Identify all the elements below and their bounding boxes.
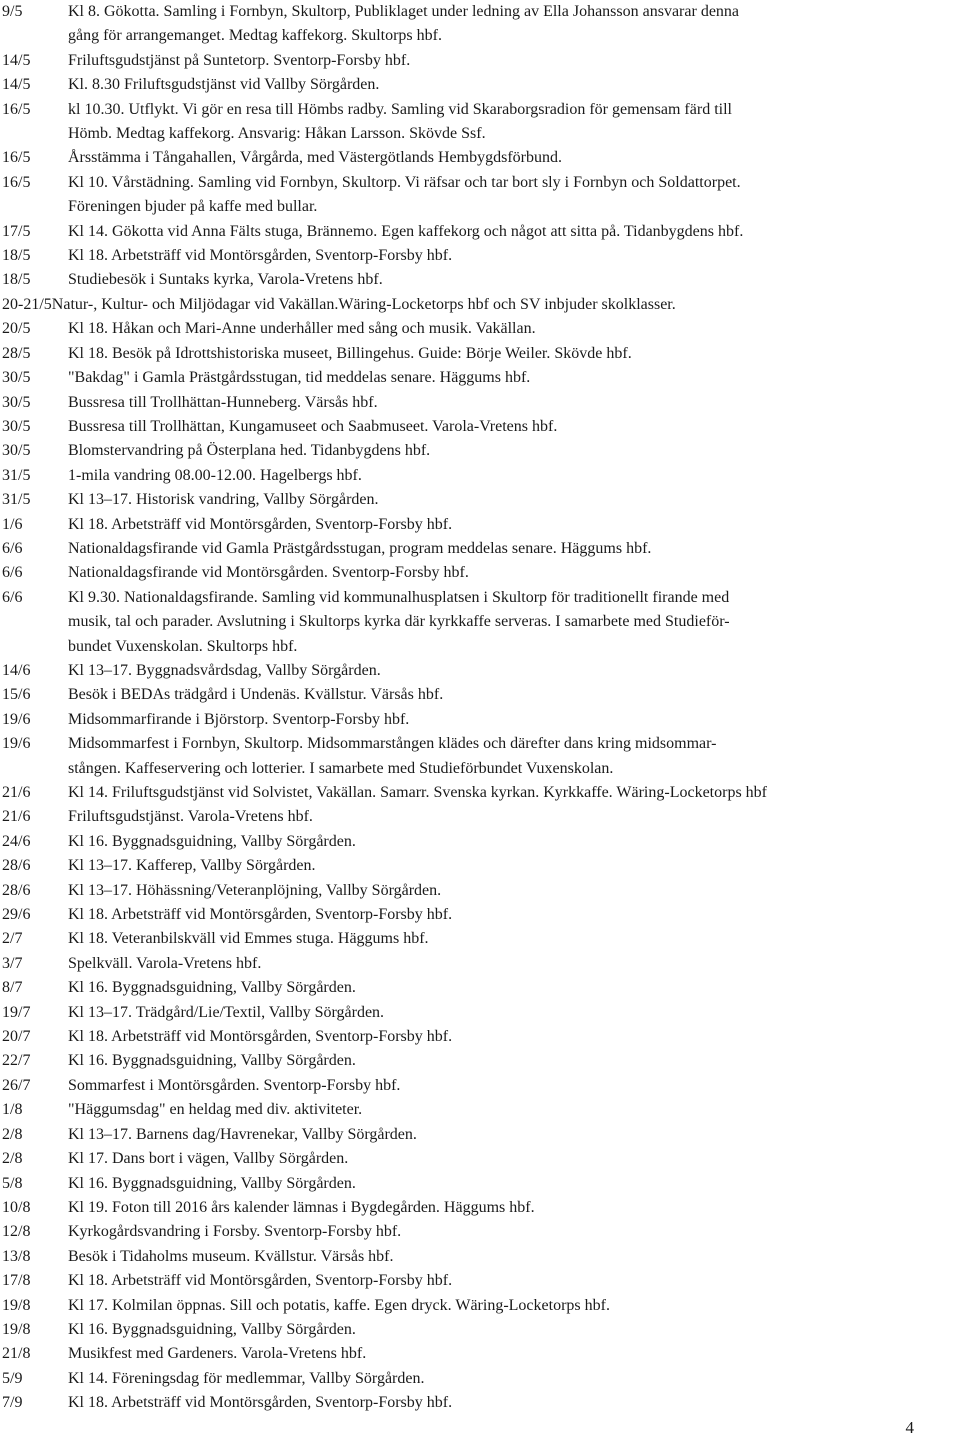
event-date: 30/5 bbox=[2, 417, 31, 435]
event-entry bbox=[2, 317, 958, 341]
event-description: "Häggumsdag" en heldag med div. aktiviteter. bbox=[68, 1101, 363, 1119]
event-date: 7/9 bbox=[2, 1394, 23, 1412]
event-entry bbox=[2, 903, 958, 927]
event-date: 14/5 bbox=[2, 51, 31, 69]
event-entry bbox=[2, 464, 958, 488]
event-entry bbox=[2, 1123, 958, 1147]
event-description: Besök i Tidaholms museum. Kvällstur. Värsås hbf. bbox=[68, 1247, 394, 1265]
event-description: "Bakdag" i Gamla Prästgårdsstugan, tid meddelas senare. Häggums hbf. bbox=[68, 369, 531, 387]
event-entry bbox=[2, 171, 958, 220]
event-date: 30/5 bbox=[2, 442, 31, 460]
event-entry bbox=[2, 1391, 958, 1415]
event-entry bbox=[2, 952, 958, 976]
event-date: 2/8 bbox=[2, 1125, 23, 1143]
event-date: 22/7 bbox=[2, 1052, 31, 1070]
event-entry bbox=[2, 342, 958, 366]
event-description: Kl 16. Byggnadsguidning, Vallby Sörgården. bbox=[68, 1320, 356, 1338]
event-entry bbox=[2, 146, 958, 170]
event-entry bbox=[2, 1049, 958, 1073]
event-entry bbox=[2, 659, 958, 683]
event-entry bbox=[2, 73, 958, 97]
event-description: Musikfest med Gardeners. Varola-Vretens hbf. bbox=[68, 1345, 367, 1363]
event-description: Bussresa till Trollhättan-Hunneberg. Värsås hbf. bbox=[68, 393, 378, 411]
event-date: 17/8 bbox=[2, 1272, 31, 1290]
event-date: 19/6 bbox=[2, 735, 31, 753]
event-description: Nationaldagsfirande vid Gamla Prästgårdsstugan, program meddelas senare. Häggums hbf. bbox=[68, 539, 652, 557]
event-entry bbox=[2, 366, 958, 390]
event-description: Kl 14. Gökotta vid Anna Fälts stuga, Brännemo. Egen kaffekorg och något att sitta på. Tidanbygdens hbf. bbox=[68, 222, 744, 240]
event-description: 1-mila vandring 08.00-12.00. Hagelbergs hbf. bbox=[68, 466, 362, 484]
event-date: 16/5 bbox=[2, 173, 31, 191]
event-description: Kl 16. Byggnadsguidning, Vallby Sörgården. bbox=[68, 1174, 356, 1192]
event-date: 21/6 bbox=[2, 784, 31, 801]
event-entry bbox=[2, 683, 958, 707]
event-date: 5/8 bbox=[2, 1174, 23, 1192]
event-date: 30/5 bbox=[2, 369, 31, 387]
event-date: 6/6 bbox=[2, 588, 23, 606]
event-entry bbox=[2, 561, 958, 585]
event-description: Kl 18. Veteranbilskväll vid Emmes stuga. Häggums hbf. bbox=[68, 930, 429, 948]
event-entry bbox=[2, 1074, 958, 1098]
event-description: Kl 14. Föreningsdag för medlemmar, Vallby Sörgården. bbox=[68, 1369, 425, 1387]
event-date: 19/8 bbox=[2, 1320, 31, 1338]
event-entry bbox=[2, 1294, 958, 1318]
event-description: kl 10.30. Utflykt. Vi gör en resa till Hömbs radby. Samling vid Skaraborgsradion för gemensam färd till Hömb. Medtag kaffekorg. Ansvarig: Håkan Larsson. Skövde Ssf. bbox=[68, 100, 732, 143]
event-entry bbox=[2, 220, 958, 244]
event-entry bbox=[2, 1172, 958, 1196]
event-entry bbox=[2, 1269, 958, 1293]
event-entry bbox=[2, 537, 958, 561]
event-date: 5/9 bbox=[2, 1369, 23, 1387]
event-date: 31/5 bbox=[2, 466, 31, 484]
event-date: 28/5 bbox=[2, 344, 31, 362]
event-description: Kl 13–17. Trädgård/Lie/Textil, Vallby Sörgården. bbox=[68, 1003, 385, 1021]
event-description: Studiebesök i Suntaks kyrka, Varola-Vretens hbf. bbox=[68, 271, 383, 289]
event-description: Friluftsgudstjänst på Suntetorp. Sventorp-Forsby hbf. bbox=[68, 51, 411, 69]
event-date: 6/6 bbox=[2, 539, 23, 557]
event-entry bbox=[2, 49, 958, 73]
event-description: Friluftsgudstjänst. Varola-Vretens hbf. bbox=[68, 808, 313, 826]
event-date: 19/6 bbox=[2, 710, 31, 728]
event-description: Kl 13–17. Barnens dag/Havrenekar, Vallby Sörgården. bbox=[68, 1125, 417, 1143]
event-date: 3/7 bbox=[2, 954, 23, 972]
event-description: Blomstervandring på Österplana hed. Tidanbygdens hbf. bbox=[68, 442, 431, 460]
event-date: 1/8 bbox=[2, 1101, 23, 1119]
event-description: Kl 18. Arbetsträff vid Montörsgården, Sventorp-Forsby hbf. bbox=[68, 906, 453, 924]
event-entry bbox=[2, 1196, 958, 1220]
event-entry bbox=[2, 781, 958, 805]
event-description: Midsommarfest i Fornbyn, Skultorp. Midsommarstången klädes och därefter dans kring midsommar- stången. Kaffeservering och lotterier. I samarbete med Studieförbundet Vuxenskolan. bbox=[68, 735, 717, 777]
event-date: 29/6 bbox=[2, 906, 31, 924]
event-date: 20-21/5 bbox=[2, 295, 52, 313]
event-entry bbox=[2, 1245, 958, 1269]
event-description: Besök i BEDAs trädgård i Undenäs. Kvällstur. Värsås hbf. bbox=[68, 686, 444, 704]
event-entry bbox=[2, 1025, 958, 1049]
event-entry bbox=[2, 586, 958, 659]
event-description: Kyrkogårdsvandring i Forsby. Sventorp-Forsby hbf. bbox=[68, 1223, 402, 1241]
event-description: Kl 9.30. Nationaldagsfirande. Samling vid kommunalhusplatsen i Skultorp för traditionellt firande med musik, tal och parader. Avslutning i Skultorps kyrka där kyrkkaffe serveras. I samarbete med Studieför- bundet Vuxenskolan. Skultorps hbf. bbox=[68, 588, 730, 655]
event-description: Kl 13–17. Kafferep, Vallby Sörgården. bbox=[68, 857, 316, 875]
event-description: Sommarfest i Montörsgården. Sventorp-Forsby hbf. bbox=[68, 1076, 401, 1094]
event-description: Kl 18. Håkan och Mari-Anne underhåller med sång och musik. Vakällan. bbox=[68, 320, 536, 338]
event-date: 20/5 bbox=[2, 320, 31, 338]
event-description: Årsstämma i Tångahallen, Vårgårda, med Västergötlands Hembygdsförbund. bbox=[68, 149, 562, 167]
event-date: 2/8 bbox=[2, 1150, 23, 1168]
event-description: Kl 13–17. Byggnadsvårdsdag, Vallby Sörgården. bbox=[68, 661, 381, 679]
event-date: 6/6 bbox=[2, 564, 23, 582]
event-description: Kl 17. Kolmilan öppnas. Sill och potatis, kaffe. Egen dryck. Wäring-Locketorps hbf. bbox=[68, 1296, 610, 1314]
event-date: 24/6 bbox=[2, 832, 31, 850]
event-description: Kl 18. Arbetsträff vid Montörsgården, Sventorp-Forsby hbf. bbox=[68, 1272, 453, 1290]
event-description: Kl 13–17. Höhässning/Veteranplöjning, Vallby Sörgården. bbox=[68, 881, 442, 899]
event-date: 31/5 bbox=[2, 491, 31, 509]
event-date: 28/6 bbox=[2, 881, 31, 899]
event-entry bbox=[2, 805, 958, 829]
event-description: Kl 13–17. Historisk vandring, Vallby Sörgården. bbox=[68, 491, 379, 509]
event-entry bbox=[2, 391, 958, 415]
event-description: Kl 16. Byggnadsguidning, Vallby Sörgården. bbox=[68, 979, 356, 997]
event-date: 28/6 bbox=[2, 857, 31, 875]
event-date: 14/5 bbox=[2, 76, 31, 94]
event-date: 16/5 bbox=[2, 100, 31, 118]
event-date: 21/6 bbox=[2, 808, 31, 826]
event-date: 18/5 bbox=[2, 271, 31, 289]
event-date: 21/8 bbox=[2, 1345, 31, 1363]
page-number: 4 bbox=[905, 1418, 914, 1437]
event-description: Kl 18. Arbetsträff vid Montörsgården, Sventorp-Forsby hbf. bbox=[68, 247, 453, 265]
event-date: 16/5 bbox=[2, 149, 31, 167]
event-description: Kl 17. Dans bort i vägen, Vallby Sörgården. bbox=[68, 1150, 349, 1168]
event-entry bbox=[2, 927, 958, 951]
event-date: 19/7 bbox=[2, 1003, 31, 1021]
event-entry bbox=[2, 830, 958, 854]
event-date: 1/6 bbox=[2, 515, 23, 533]
event-entry bbox=[2, 415, 958, 439]
event-date: 8/7 bbox=[2, 979, 23, 997]
event-date: 9/5 bbox=[2, 3, 23, 20]
event-entry bbox=[2, 708, 958, 732]
event-description: Spelkväll. Varola-Vretens hbf. bbox=[68, 954, 262, 972]
event-date: 10/8 bbox=[2, 1198, 31, 1216]
event-date: 18/5 bbox=[2, 247, 31, 265]
event-date: 13/8 bbox=[2, 1247, 31, 1265]
event-entry bbox=[2, 439, 958, 463]
event-list bbox=[2, 0, 958, 1416]
event-date: 30/5 bbox=[2, 393, 31, 411]
event-description: Natur-, Kultur- och Miljödagar vid Vakällan.Wäring-Locketorps hbf och SV inbjuder skolklasser. bbox=[51, 295, 676, 313]
event-description: Kl 19. Foton till 2016 års kalender lämnas i Bygdegården. Häggums hbf. bbox=[68, 1198, 535, 1216]
event-description: Kl. 8.30 Friluftsgudstjänst vid Vallby Sörgården. bbox=[68, 76, 380, 94]
event-entry bbox=[2, 1001, 958, 1025]
event-date: 17/5 bbox=[2, 222, 31, 240]
event-entry bbox=[2, 1318, 958, 1342]
event-date: 15/6 bbox=[2, 686, 31, 704]
event-description: Midsommarfirande i Björstorp. Sventorp-Forsby hbf. bbox=[68, 710, 410, 728]
event-date: 2/7 bbox=[2, 930, 23, 948]
event-date: 26/7 bbox=[2, 1076, 31, 1094]
event-date: 20/7 bbox=[2, 1028, 31, 1046]
event-description: Kl 16. Byggnadsguidning, Vallby Sörgården. bbox=[68, 1052, 356, 1070]
event-date: 12/8 bbox=[2, 1223, 31, 1241]
event-description: Kl 8. Gökotta. Samling i Fornbyn, Skultorp, Publiklaget under ledning av Ella Johansson ansvarar denna gång för arrangemanget. Medtag kaffekorg. Skultorps hbf. bbox=[68, 3, 740, 45]
event-description: Bussresa till Trollhättan, Kungamuseet och Saabmuseet. Varola-Vretens hbf. bbox=[68, 417, 558, 435]
event-description: Kl 18. Arbetsträff vid Montörsgården, Sventorp-Forsby hbf. bbox=[68, 515, 453, 533]
event-description: Kl 18. Arbetsträff vid Montörsgården, Sventorp-Forsby hbf. bbox=[68, 1028, 453, 1046]
event-entry bbox=[2, 879, 958, 903]
event-entry bbox=[2, 244, 958, 268]
event-entry bbox=[2, 1367, 958, 1391]
event-entry bbox=[2, 854, 958, 878]
event-entry bbox=[2, 1098, 958, 1122]
event-entry bbox=[2, 268, 958, 292]
event-entry bbox=[2, 1342, 958, 1366]
event-entry bbox=[2, 732, 958, 781]
event-description: Kl 14. Friluftsgudstjänst vid Solvistet, Vakällan. Samarr. Svenska kyrkan. Kyrkkaffe. Wäring-Locketorps hbf bbox=[68, 784, 767, 801]
event-date: 14/6 bbox=[2, 661, 31, 679]
event-entry bbox=[2, 1147, 958, 1171]
event-entry bbox=[2, 293, 958, 317]
event-entry bbox=[2, 98, 958, 147]
event-entry bbox=[2, 513, 958, 537]
event-date: 19/8 bbox=[2, 1296, 31, 1314]
event-description: Nationaldagsfirande vid Montörsgården. Sventorp-Forsby hbf. bbox=[68, 564, 469, 582]
event-entry bbox=[2, 976, 958, 1000]
event-description: Kl 10. Vårstädning. Samling vid Fornbyn, Skultorp. Vi räfsar och tar bort sly i Fornbyn och Soldattorpet. Föreningen bjuder på kaffe med bullar. bbox=[68, 173, 741, 216]
event-entry bbox=[2, 0, 958, 49]
event-description: Kl 16. Byggnadsguidning, Vallby Sörgården. bbox=[68, 832, 356, 850]
event-entry bbox=[2, 488, 958, 512]
event-description: Kl 18. Arbetsträff vid Montörsgården, Sventorp-Forsby hbf. bbox=[68, 1394, 453, 1412]
event-entry bbox=[2, 1220, 958, 1244]
event-description: Kl 18. Besök på Idrottshistoriska museet, Billingehus. Guide: Börje Weiler. Skövde hbf. bbox=[68, 344, 632, 362]
